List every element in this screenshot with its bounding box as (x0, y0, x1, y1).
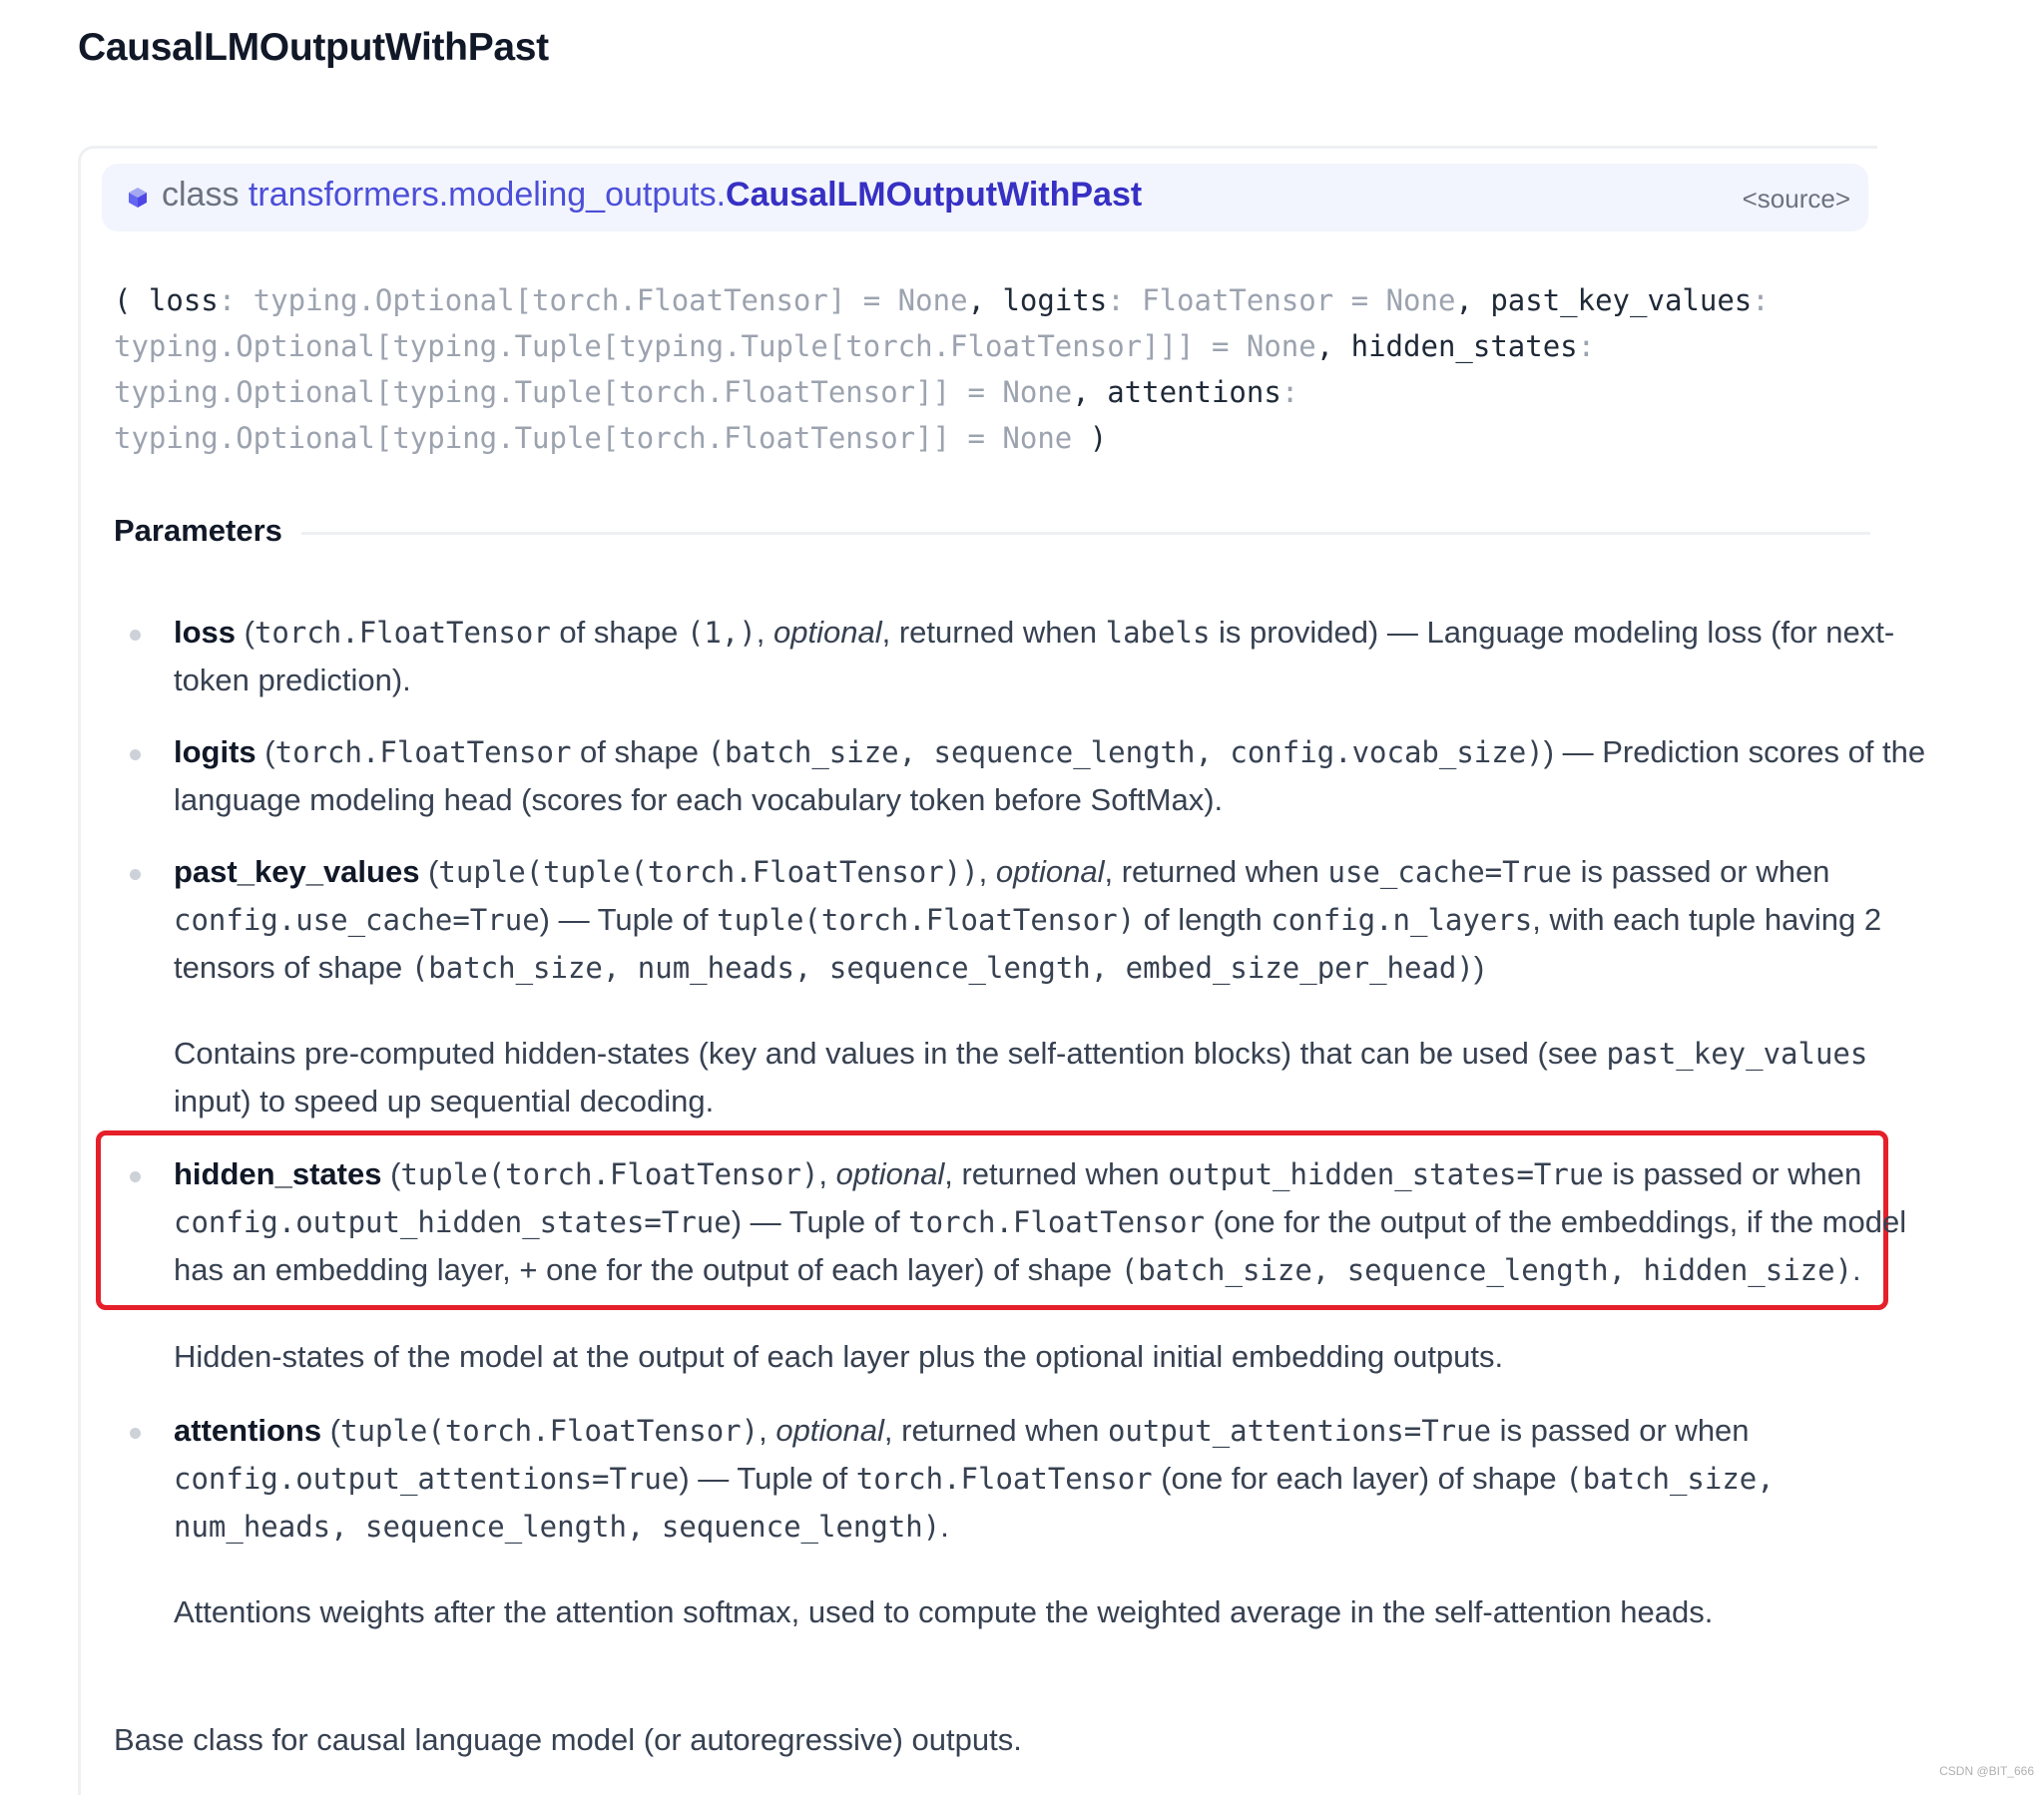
bullet-icon (130, 749, 141, 760)
param-name-loss: loss (174, 615, 237, 650)
class-signature-line (162, 176, 1142, 215)
class-name[interactable]: CausalLMOutputWithPast (726, 176, 1143, 214)
cube-icon (126, 186, 150, 210)
page-title: CausalLMOutputWithPast (78, 26, 549, 69)
param-name-attentions: attentions (174, 1413, 322, 1448)
bullet-icon (130, 869, 141, 880)
watermark: CSDN @BIT_666 (1939, 1764, 2034, 1778)
sig-param-logits: logits (1002, 283, 1108, 317)
sig-param-past-key-values: past_key_values (1490, 283, 1753, 317)
param-note-hidden-states: Hidden-states of the model at the output of each layer plus the optional initial embedding outputs. (174, 1339, 1504, 1374)
module-path[interactable]: transformers.modeling_outputs. (248, 176, 727, 214)
param-name-past-key-values: past_key_values (174, 854, 420, 889)
class-header (102, 164, 1868, 231)
sig-param-attentions: attentions (1107, 375, 1281, 409)
parameters-heading: Parameters (114, 513, 282, 548)
class-keyword: class (162, 176, 240, 214)
param-note-attentions: Attentions weights after the attention softmax, used to compute the weighted average in the self-attention heads. (174, 1594, 1714, 1629)
bullet-icon (130, 1428, 141, 1439)
bullet-icon (130, 1171, 141, 1182)
bullet-icon (130, 630, 141, 641)
parameters-divider (301, 532, 1870, 535)
class-description: Base class for causal language model (or autoregressive) outputs. (114, 1722, 1022, 1757)
param-name-logits: logits (174, 734, 256, 769)
param-name-hidden-states: hidden_states (174, 1156, 382, 1191)
constructor-signature: ( loss: typing.Optional[torch.FloatTensor] = None, logits: FloatTensor = None, past_key_values: typing.Optional[typing.Tuple[typing.Tuple[torch.FloatTensor]]] = None, hidden_states: typing.Optional[typing.Tuple[torch.FloatTensor]] = None, attentions: typing.Optional[typing.Tuple[torch.FloatTensor]] = None ) (114, 283, 1770, 455)
source-link[interactable]: <source> (1742, 184, 1850, 214)
sig-param-hidden-states: hidden_states (1350, 329, 1578, 363)
param-note-past-key-values: Contains pre-computed hidden-states (key and values in the self-attention blocks) that can be used (see past_key_values input) to speed up sequential decoding. (174, 1036, 1868, 1119)
sig-param-loss: loss (148, 283, 219, 317)
